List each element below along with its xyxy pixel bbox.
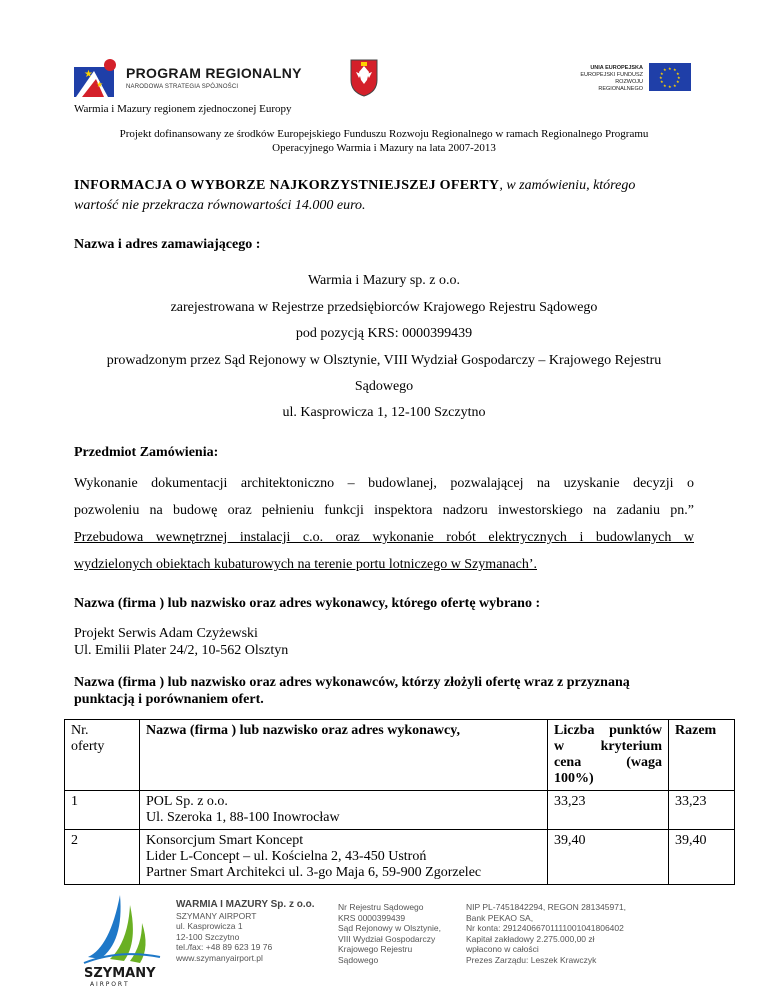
svg-text:★: ★ bbox=[663, 67, 667, 72]
winner-label: Nazwa (firma ) lub nazwisko oraz adres wykonawcy, którego ofertę wybrano : bbox=[74, 596, 541, 611]
svg-text:★: ★ bbox=[668, 66, 672, 71]
ordering-party-krs: pod pozycją KRS: 0000399439 bbox=[295, 326, 473, 341]
svg-text:★: ★ bbox=[659, 75, 663, 80]
table-header-row bbox=[65, 720, 735, 791]
footer-finance: NIP PL-7451842294, REGON 281345971, Bank PEKAO SA, Nr konta: 29124066701111001041806402 Kapitał zakładowy 2.275.000,00 zł wpłacono w całości Prezes Zarządu: Leszek Krawczyk bbox=[466, 902, 627, 965]
eu-text: UNIA EUROPEJSKA EUROPEJSKI FUNDUSZ ROZWOJU REGIONALNEGO bbox=[580, 65, 643, 92]
project-funding-note: Projekt dofinansowany ze środków Europejskiego Funduszu Rozwoju Regionalnego w ramach Regionalnego Programu Operacyjnego Warmia i Mazury na lata 2007-2013 bbox=[119, 128, 649, 154]
svg-text:★: ★ bbox=[660, 79, 664, 84]
subject-label: Przedmiot Zamówienia: bbox=[74, 445, 219, 460]
eu-logo bbox=[571, 63, 691, 93]
row-total: 33,23 bbox=[669, 791, 735, 830]
ordering-party-court: prowadzonym przez Sąd Rejonowy w Olsztynie, VIII Wydział Gospodarczy – Krajowego Rejestru bbox=[106, 353, 662, 368]
program-title: PROGRAM REGIONALNY bbox=[126, 65, 302, 81]
header-points: Liczba punktów w kryterium cena (waga 100%) bbox=[548, 720, 669, 791]
svg-text:★: ★ bbox=[673, 83, 677, 88]
header-nr: Nr. oferty bbox=[65, 720, 140, 791]
offers-table bbox=[64, 719, 735, 885]
program-regionalny-emblem-icon bbox=[74, 57, 122, 99]
header-name: Nazwa (firma ) lub nazwisko oraz adres wykonawcy, bbox=[140, 720, 548, 791]
szymany-airport-logo bbox=[80, 887, 166, 987]
winner-address: Ul. Emilii Plater 24/2, 10-562 Olsztyn bbox=[74, 643, 289, 658]
row-points: 33,23 bbox=[548, 791, 669, 830]
program-subtitle: NARODOWA STRATEGIA SPÓJNOŚCI bbox=[126, 84, 239, 90]
svg-text:★: ★ bbox=[673, 67, 677, 72]
svg-text:★: ★ bbox=[677, 75, 681, 80]
ordering-party-name: Warmia i Mazury sp. z o.o. bbox=[307, 273, 461, 288]
row-name: Konsorcjum Smart Koncept Lider L-Concept – ul. Kościelna 2, 43-450 Ustroń Partner Smart Architekci ul. 3-go Maja 6, 59-900 Zgorzelec bbox=[140, 830, 548, 885]
ordering-party-line2: zarejestrowana w Rejestrze przedsiębiorców Krajowego Rejestru Sądowego bbox=[170, 300, 598, 315]
row-nr: 2 bbox=[65, 830, 140, 885]
row-points: 39,40 bbox=[548, 830, 669, 885]
svg-text:★: ★ bbox=[668, 84, 672, 89]
row-total: 39,40 bbox=[669, 830, 735, 885]
crest-icon bbox=[349, 58, 379, 98]
svg-text:★: ★ bbox=[676, 79, 680, 84]
ordering-party-address: ul. Kasprowicza 1, 12-100 Szczytno bbox=[282, 405, 486, 420]
eu-flag-icon bbox=[649, 63, 691, 91]
offers-label: Nazwa (firma ) lub nazwisko oraz adres wykonawców, którzy złożyli ofertę wraz z przyznaną punktacją i porównaniem ofert. bbox=[74, 675, 630, 707]
airport-logo-sub: A I R P O R T bbox=[90, 981, 128, 987]
table-row bbox=[65, 791, 735, 830]
svg-text:★: ★ bbox=[676, 71, 680, 76]
airport-logo-text: SZYMANY bbox=[84, 966, 156, 981]
footer-registry: Nr Rejestru Sądowego KRS 0000399439 Sąd Rejonowy w Olsztynie, VIII Wydział Gospodarczy Krajowego Rejestru Sądowego bbox=[338, 902, 441, 965]
header-total: Razem bbox=[669, 720, 735, 791]
warmia-mazury-crest bbox=[349, 58, 379, 98]
subject-text: Wykonanie dokumentacji architektoniczno – budowlanej, pozwalającej na uzyskanie decyzji o pozwoleniu na budowę oraz pełnieniu funkcji inspektora nadzoru inwestorskiego na zadaniu pn.” Przebudowa wewnętrznej instalacji c.o. oraz wykonanie robót elektrycznych i budowlanych w wydzielonych obiektach kubaturowych na terenie portu lotniczego w Szymanach’. bbox=[74, 476, 694, 572]
ordering-party-court-cont: Sądowego bbox=[354, 379, 414, 394]
row-name: POL Sp. z o.o. Ul. Szeroka 1, 88-100 Inowrocław bbox=[140, 791, 548, 830]
program-regionalny-logo bbox=[74, 57, 304, 99]
airport-emblem-icon bbox=[80, 887, 166, 987]
svg-text:★: ★ bbox=[84, 69, 93, 80]
tagline: Warmia i Mazury regionem zjednoczonej Europy bbox=[74, 103, 292, 115]
svg-text:★: ★ bbox=[96, 80, 104, 89]
svg-text:★: ★ bbox=[663, 83, 667, 88]
winner-name: Projekt Serwis Adam Czyżewski bbox=[74, 626, 258, 641]
row-nr: 1 bbox=[65, 791, 140, 830]
footer-company: WARMIA I MAZURY Sp. z o.o. SZYMANY AIRPORT ul. Kasprowicza 1 12-100 Szczytno tel./fax: +48 89 623 19 76 www.szymanyairport.pl bbox=[176, 899, 315, 963]
svg-text:★: ★ bbox=[660, 71, 664, 76]
table-row bbox=[65, 830, 735, 885]
ordering-party-label: Nazwa i adres zamawiającego : bbox=[74, 237, 261, 252]
document-title: INFORMACJA O WYBORZE NAJKORZYSTNIEJSZEJ OFERTY, w zamówieniu, którego wartość nie przekracza równowartości 14.000 euro. bbox=[74, 178, 636, 213]
